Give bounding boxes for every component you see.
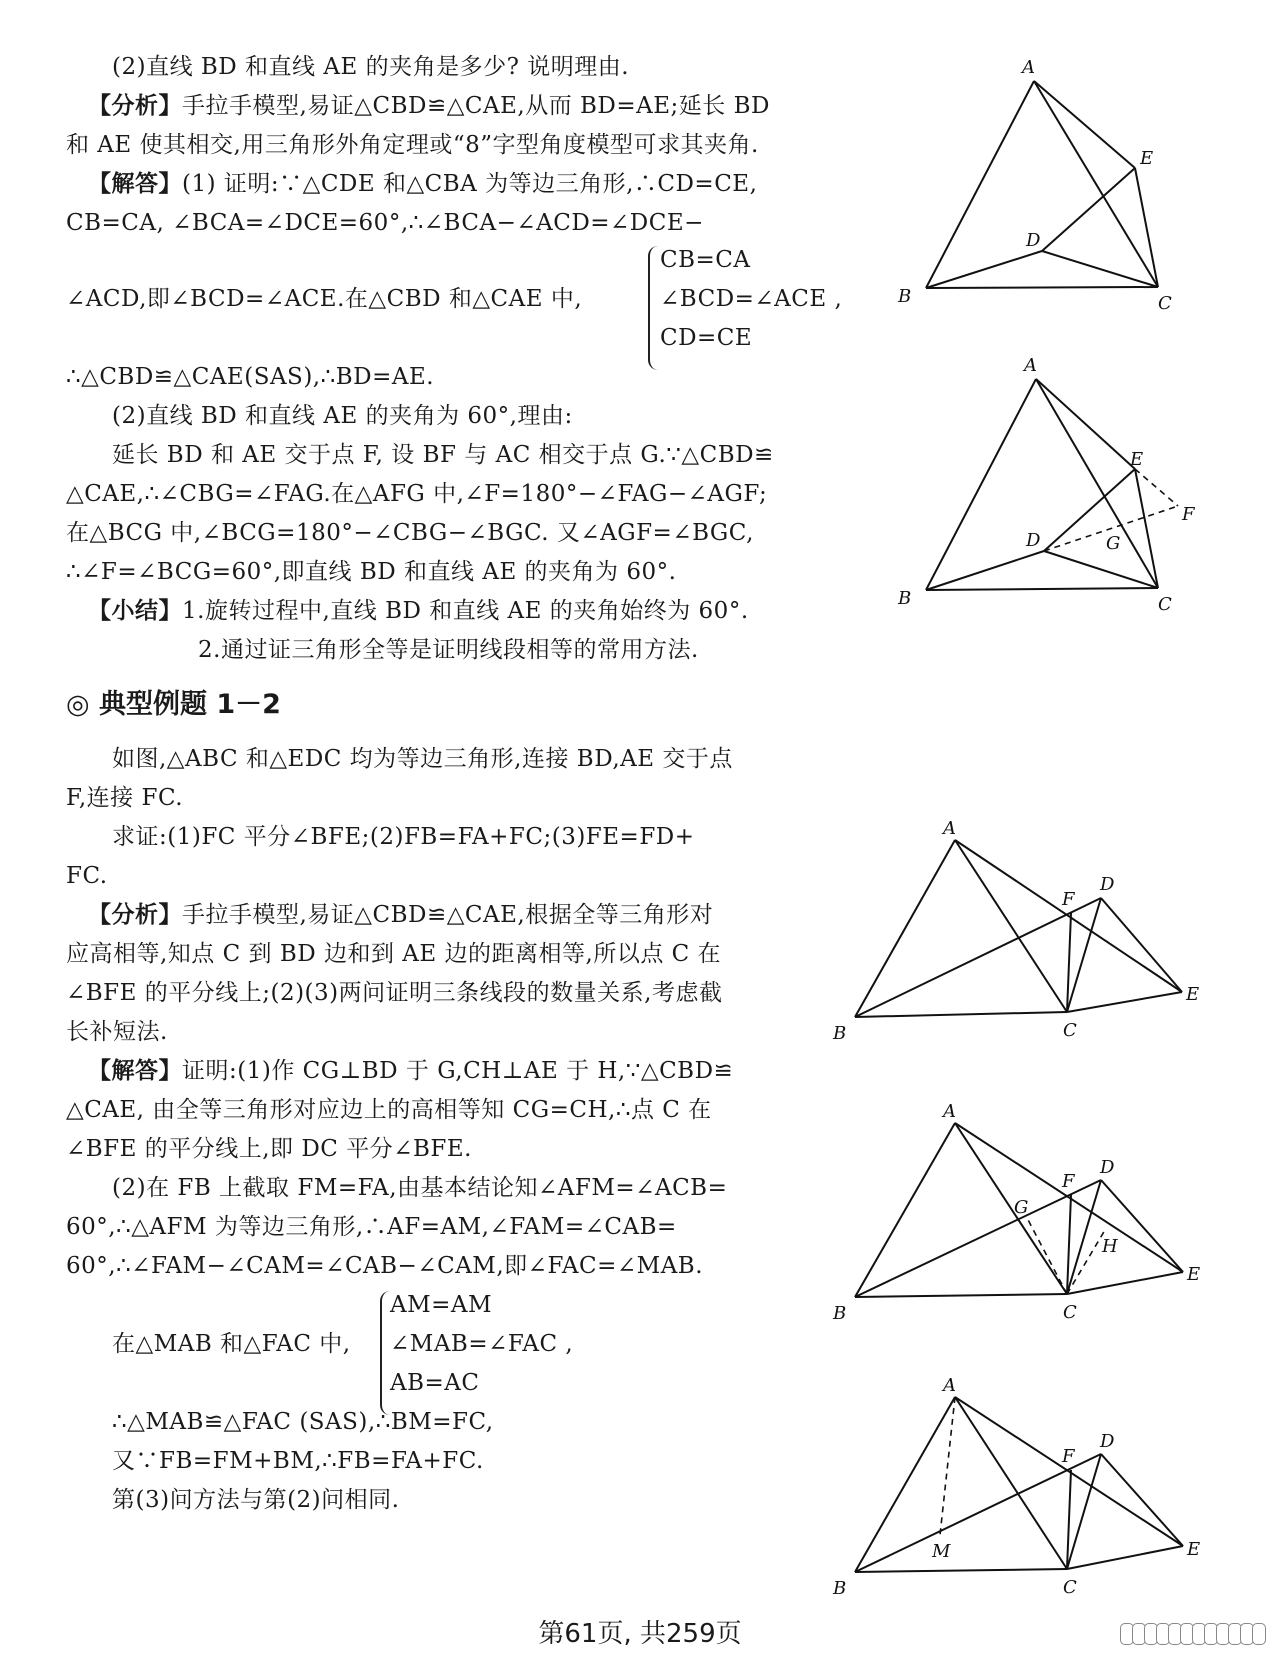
fig1-de bbox=[1042, 168, 1135, 251]
fig4-label-c: C bbox=[1063, 1302, 1077, 1323]
ex-analysis-tag: 【分析】 bbox=[88, 902, 182, 928]
question-2: (2)直线 BD 和直线 AE 的夹角是多少? 说明理由. bbox=[112, 54, 630, 80]
fig1-label-e: E bbox=[1140, 148, 1154, 169]
fig1-label-a: A bbox=[1022, 57, 1035, 78]
figure-2 bbox=[890, 350, 1210, 620]
ex-answer-line-2: △CAE, 由全等三角形对应边上的高相等知 CG=CH,∴点 C 在 bbox=[66, 1097, 712, 1123]
fig3-ce bbox=[1067, 992, 1182, 1012]
ex-analysis-line-1 bbox=[88, 900, 713, 930]
fig3-label-f: F bbox=[1062, 889, 1075, 910]
figure-1 bbox=[890, 50, 1210, 320]
fig1-ab bbox=[926, 81, 1034, 288]
fig1-ac bbox=[1034, 81, 1158, 287]
fig1-label-d: D bbox=[1026, 230, 1041, 251]
ex-system-eq-3: AB=AC bbox=[390, 1370, 480, 1396]
fig2-bc bbox=[926, 588, 1158, 590]
fig1-label-c: C bbox=[1158, 293, 1172, 314]
answer-text-1: (1) 证明:∵△CDE 和△CBA 为等边三角形,∴CD=CE, bbox=[182, 171, 758, 197]
prove-line-2: FC. bbox=[66, 863, 108, 889]
figure-5 bbox=[825, 1365, 1215, 1605]
prove-line-1: 求证:(1)FC 平分∠BFE;(2)FB=FA+FC;(3)FE=FD+ bbox=[112, 824, 695, 850]
fig4-bc bbox=[855, 1294, 1067, 1297]
statement-line-2: F,连接 FC. bbox=[66, 785, 184, 811]
ex-answer-line-8: ∴△MAB≌△FAC (SAS),∴BM=FC, bbox=[112, 1409, 494, 1435]
fig5-label-a: A bbox=[943, 1375, 956, 1396]
ex-analysis-line-3: ∠BFE 的平分线上;(2)(3)两问证明三条线段的数量关系,考虑截 bbox=[66, 980, 723, 1006]
ex-system-eq-2: ∠MAB=∠FAC , bbox=[390, 1331, 574, 1357]
fig5-label-b: B bbox=[833, 1578, 847, 1599]
fig5-bc bbox=[855, 1569, 1067, 1572]
answer-line-2: CB=CA, ∠BCA=∠DCE=60°,∴∠BCA−∠ACD=∠DCE− bbox=[66, 210, 704, 236]
fig2-label-e: E bbox=[1130, 449, 1144, 470]
ex-analysis-text-1: 手拉手模型,易证△CBD≌△CAE,根据全等三角形对 bbox=[182, 902, 714, 928]
fig2-label-c: C bbox=[1158, 594, 1172, 615]
ex-analysis-line-4: 长补短法. bbox=[66, 1019, 168, 1045]
example-heading: ◎ 典型例题 1－2 bbox=[66, 689, 281, 720]
ex-answer-line-1 bbox=[88, 1056, 733, 1086]
fig1-label-b: B bbox=[898, 286, 912, 307]
fig4-label-g: G bbox=[1014, 1197, 1029, 1218]
ex-answer-line-3: ∠BFE 的平分线上,即 DC 平分∠BFE. bbox=[66, 1136, 472, 1162]
fig3-bd bbox=[855, 898, 1101, 1017]
system-eq-3: CD=CE bbox=[660, 325, 753, 351]
fig3-label-a: A bbox=[943, 818, 956, 839]
fig3-label-b: B bbox=[833, 1023, 847, 1044]
ex-answer-line-10: 第(3)问方法与第(2)问相同. bbox=[112, 1487, 400, 1513]
fig3-bc bbox=[855, 1012, 1067, 1017]
ex-answer-text-1: 证明:(1)作 CG⊥BD 于 G,CH⊥AE 于 H,∵△CBD≌ bbox=[182, 1058, 734, 1084]
answer-line-5: (2)直线 BD 和直线 AE 的夹角为 60°,理由: bbox=[112, 403, 573, 429]
fig4-label-h: H bbox=[1102, 1236, 1118, 1257]
fig4-dc bbox=[1067, 1180, 1101, 1294]
summary-text-1: 1.旋转过程中,直线 BD 和直线 AE 的夹角始终为 60°. bbox=[182, 598, 749, 624]
system-brace bbox=[648, 246, 658, 370]
answer-line-4: ∴△CBD≌△CAE(SAS),∴BD=AE. bbox=[66, 364, 435, 390]
fig1-ae bbox=[1034, 81, 1135, 168]
fig2-ae bbox=[1036, 379, 1135, 469]
fig4-label-a: A bbox=[943, 1101, 956, 1122]
page-number: 第61页, 共259页 bbox=[538, 1619, 742, 1649]
ex-answer-line-9: 又∵FB=FM+BM,∴FB=FA+FC. bbox=[112, 1448, 484, 1474]
fig2-label-g: G bbox=[1106, 533, 1121, 554]
progress-segment bbox=[1252, 1623, 1266, 1645]
answer-line-9: ∴∠F=∠BCG=60°,即直线 BD 和直线 AE 的夹角为 60°. bbox=[66, 559, 677, 585]
fig4-cg-dashed bbox=[1026, 1216, 1067, 1294]
ex-system-eq-1: AM=AM bbox=[390, 1292, 493, 1318]
fig5-label-d: D bbox=[1100, 1431, 1115, 1452]
ex-analysis-line-2: 应高相等,知点 C 到 BD 边和到 AE 边的距离相等,所以点 C 在 bbox=[66, 941, 722, 967]
fig4-ac bbox=[955, 1123, 1067, 1294]
fig5-ac bbox=[955, 1397, 1067, 1569]
fig4-label-b: B bbox=[833, 1303, 847, 1324]
analysis-line-2: 和 AE 使其相交,用三角形外角定理或“8”字型角度模型可求其夹角. bbox=[66, 132, 759, 158]
ex-answer-line-4: (2)在 FB 上截取 FM=FA,由基本结论知∠AFM=∠ACB= bbox=[112, 1175, 728, 1201]
fig5-label-f: F bbox=[1062, 1446, 1075, 1467]
fig3-label-d: D bbox=[1100, 874, 1115, 895]
fig5-label-e: E bbox=[1187, 1539, 1201, 1560]
fig2-ac bbox=[1036, 379, 1158, 588]
summary-line-1 bbox=[88, 596, 749, 626]
fig5-ce bbox=[1067, 1546, 1183, 1569]
analysis-tag: 【分析】 bbox=[88, 93, 182, 119]
fig5-dc bbox=[1067, 1454, 1101, 1569]
ex-answer-tag: 【解答】 bbox=[88, 1058, 182, 1084]
fig2-label-b: B bbox=[898, 588, 912, 609]
fig3-ac bbox=[955, 840, 1067, 1012]
ex-answer-line-5: 60°,∴△AFM 为等边三角形,∴AF=AM,∠FAM=∠CAB= bbox=[66, 1214, 677, 1240]
answer-line-6: 延长 BD 和 AE 交于点 F, 设 BF 与 AC 相交于点 G.∵△CBD≌ bbox=[112, 442, 774, 468]
analysis-line-1 bbox=[88, 91, 770, 121]
fig2-label-d: D bbox=[1026, 530, 1041, 551]
fig4-ce bbox=[1067, 1272, 1183, 1294]
summary-line-2: 2.通过证三角形全等是证明线段相等的常用方法. bbox=[198, 637, 699, 663]
fig4-ab bbox=[855, 1123, 955, 1297]
fig3-dc bbox=[1067, 898, 1101, 1012]
answer-line-3: ∠ACD,即∠BCD=∠ACE.在△CBD 和△CAE 中, bbox=[66, 286, 583, 312]
answer-line-8: 在△BCG 中,∠BCG=180°−∠CBG−∠BGC. 又∠AGF=∠BGC, bbox=[66, 520, 754, 546]
fig2-label-f: F bbox=[1182, 504, 1195, 525]
fig4-label-f: F bbox=[1062, 1171, 1075, 1192]
figure-3 bbox=[825, 815, 1215, 1045]
fig4-bd bbox=[855, 1180, 1101, 1297]
statement-line-1: 如图,△ABC 和△EDC 均为等边三角形,连接 BD,AE 交于点 bbox=[112, 746, 733, 772]
system-eq-2: ∠BCD=∠ACE , bbox=[660, 286, 843, 312]
answer-line-7: △CAE,∴∠CBG=∠FAG.在△AFG 中,∠F=180°−∠FAG−∠AGF; bbox=[66, 481, 768, 507]
ex-answer-line-6: 60°,∴∠FAM−∠CAM=∠CAB−∠CAM,即∠FAC=∠MAB. bbox=[66, 1253, 704, 1279]
system-eq-1: CB=CA bbox=[660, 247, 751, 273]
fig3-label-c: C bbox=[1063, 1020, 1077, 1041]
analysis-text-1: 手拉手模型,易证△CBD≌△CAE,从而 BD=AE;延长 BD bbox=[182, 93, 770, 119]
answer-line-1 bbox=[88, 169, 757, 199]
fig5-label-m: M bbox=[932, 1541, 951, 1562]
ex-answer-line-7: 在△MAB 和△FAC 中, bbox=[112, 1331, 351, 1357]
answer-tag: 【解答】 bbox=[88, 171, 182, 197]
fig2-dc bbox=[1044, 551, 1158, 588]
fig5-bd bbox=[855, 1454, 1101, 1572]
fig4-ch-dashed bbox=[1067, 1230, 1105, 1294]
figure-4 bbox=[825, 1090, 1215, 1330]
fig4-label-e: E bbox=[1187, 1264, 1201, 1285]
fig5-label-c: C bbox=[1063, 1577, 1077, 1598]
fig2-label-a: A bbox=[1024, 355, 1037, 376]
ex-system-brace bbox=[380, 1291, 390, 1415]
fig2-de bbox=[1044, 469, 1135, 551]
fig3-ab bbox=[855, 840, 955, 1017]
fig4-label-d: D bbox=[1100, 1157, 1115, 1178]
fig3-label-e: E bbox=[1186, 984, 1200, 1005]
summary-tag: 【小结】 bbox=[88, 598, 182, 624]
fig1-bc bbox=[926, 287, 1158, 288]
